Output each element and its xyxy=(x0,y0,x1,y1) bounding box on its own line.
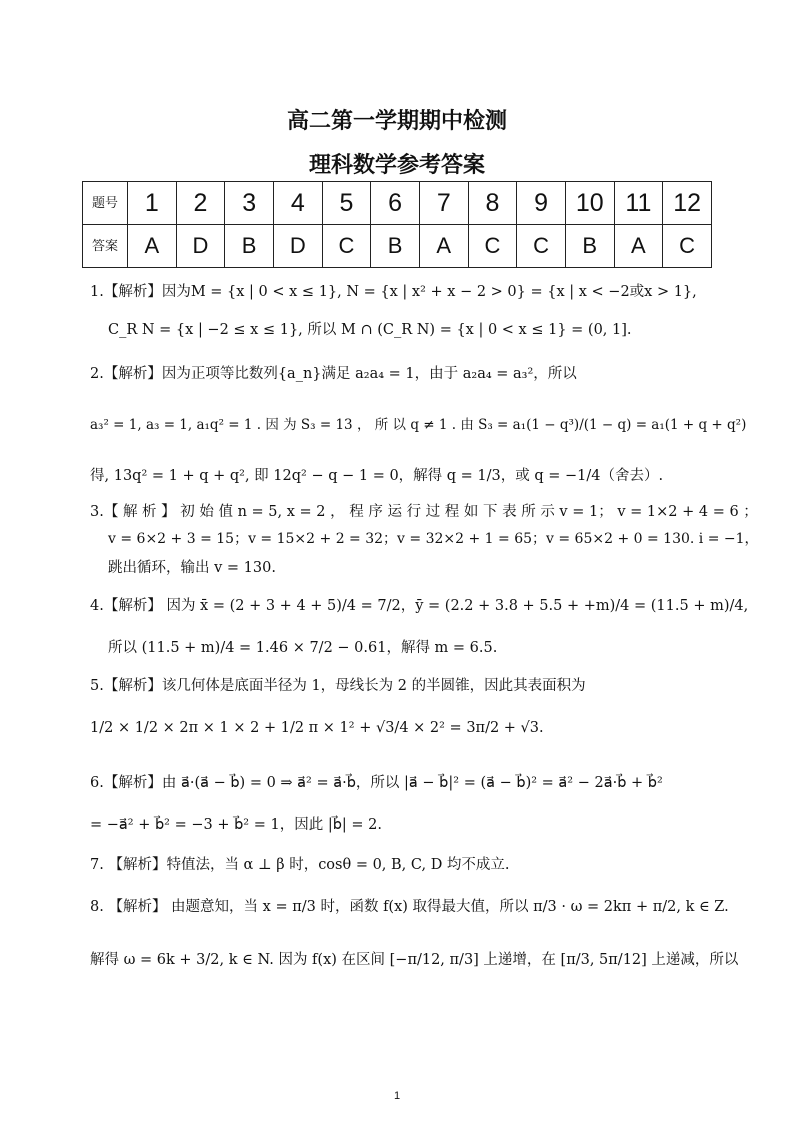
answer-cell: C xyxy=(663,225,712,268)
table-header-question-number: 题号 xyxy=(83,182,128,225)
solution-4-line-1: 4.【解析】 因为 x̄ = (2 + 3 + 4 + 5)/4 = 7/2，ȳ = (2.2 + 3.8 + 5.5 + +m)/4 = (11.5 + m)/4, xyxy=(90,598,749,614)
question-number-cell: 11 xyxy=(614,182,663,225)
question-number-cell: 7 xyxy=(419,182,468,225)
question-number-cell: 8 xyxy=(468,182,517,225)
solution-2-line-2: a₃² = 1, a₃ = 1, a₁q² = 1 . 因 为 S₃ = 13 ， 所 以 q ≠ 1 . 由 S₃ = a₁(1 − q³)/(1 − q) = a₁(1 + q + q²) xyxy=(90,417,747,433)
solution-8-line-2: 解得 ω = 6k + 3/2, k ∈ N. 因为 f(x) 在区间 [−π/12, π/3] 上递增，在 [π/3, 5π/12] 上递减，所以 xyxy=(90,952,739,968)
solution-6-line-1: 6.【解析】由 a⃗·(a⃗ − b⃗) = 0 ⇒ a⃗² = a⃗·b⃗，所以 |a⃗ − b⃗|² = (a⃗ − b⃗)² = a⃗² − 2a⃗·b⃗ + b⃗² xyxy=(90,775,663,791)
answer-cell: D xyxy=(176,225,225,268)
question-number-cell: 1 xyxy=(128,182,177,225)
solution-6-line-2: = −a⃗² + b⃗² = −3 + b⃗² = 1，因此 |b⃗| = 2. xyxy=(90,817,382,833)
page-number: 1 xyxy=(393,1090,401,1102)
question-number-cell: 12 xyxy=(663,182,712,225)
solution-2-line-3: 得, 13q² = 1 + q + q², 即 12q² − q − 1 = 0，解得 q = 1/3，或 q = −1/4（舍去）. xyxy=(90,468,664,484)
solution-4-line-2: 所以 (11.5 + m)/4 = 1.46 × 7/2 − 0.61，解得 m = 6.5. xyxy=(108,640,498,656)
solution-3-line-3: 跳出循环，输出 v = 130. xyxy=(108,560,276,576)
table-header-answer: 答案 xyxy=(83,225,128,268)
question-number-cell: 2 xyxy=(176,182,225,225)
answer-cell: B xyxy=(565,225,614,268)
answer-cell: C xyxy=(468,225,517,268)
solution-8-line-1: 8. 【解析】 由题意知，当 x = π/3 时，函数 f(x) 取得最大值，所以 π/3 · ω = 2kπ + π/2, k ∈ Z. xyxy=(90,899,729,915)
solution-5-line-1: 5.【解析】该几何体是底面半径为 1，母线长为 2 的半圆锥，因此其表面积为 xyxy=(90,678,586,694)
question-number-cell: 5 xyxy=(322,182,371,225)
answer-table-answer-row xyxy=(83,225,712,268)
solution-7-line-1: 7. 【解析】特值法，当 α ⊥ β 时，cosθ = 0, B, C, D 均不成立. xyxy=(90,857,510,873)
answer-cell: C xyxy=(322,225,371,268)
solution-2-line-1: 2.【解析】因为正项等比数列{a_n}满足 a₂a₄ = 1，由于 a₂a₄ = a₃²，所以 xyxy=(90,366,577,382)
solution-5-line-2: 1/2 × 1/2 × 2π × 1 × 2 + 1/2 π × 1² + √3/4 × 2² = 3π/2 + √3. xyxy=(90,720,544,736)
question-number-cell: 6 xyxy=(371,182,420,225)
answer-cell: B xyxy=(225,225,274,268)
solution-1-line-2: C_R N = {x | −2 ≤ x ≤ 1}, 所以 M ∩ (C_R N) = {x | 0 < x ≤ 1} = (0, 1]. xyxy=(108,322,632,338)
question-number-cell: 4 xyxy=(273,182,322,225)
page-title: 高二第一学期期中检测 xyxy=(286,109,507,134)
answer-cell: B xyxy=(371,225,420,268)
page-subtitle: 理科数学参考答案 xyxy=(308,153,485,178)
answer-table xyxy=(82,181,712,268)
answer-cell: D xyxy=(273,225,322,268)
question-number-cell: 3 xyxy=(225,182,274,225)
question-number-cell: 9 xyxy=(517,182,566,225)
question-number-cell: 10 xyxy=(565,182,614,225)
solution-1-line-1: 1.【解析】因为M = {x | 0 < x ≤ 1}, N = {x | x² + x − 2 > 0} = {x | x < −2或x > 1}, xyxy=(90,284,697,300)
answer-cell: A xyxy=(419,225,468,268)
answer-cell: C xyxy=(517,225,566,268)
answer-cell: A xyxy=(614,225,663,268)
answer-table-number-row xyxy=(83,182,712,225)
solution-3-line-2: v = 6×2 + 3 = 15；v = 15×2 + 2 = 32；v = 32×2 + 1 = 65；v = 65×2 + 0 = 130. i = −1， xyxy=(108,531,759,547)
solution-3-line-1: 3.【 解 析 】 初 始 值 n = 5, x = 2 ， 程 序 运 行 过 程 如 下 表 所 示 v = 1； v = 1×2 + 4 = 6 ； xyxy=(90,504,758,520)
answer-cell: A xyxy=(128,225,177,268)
